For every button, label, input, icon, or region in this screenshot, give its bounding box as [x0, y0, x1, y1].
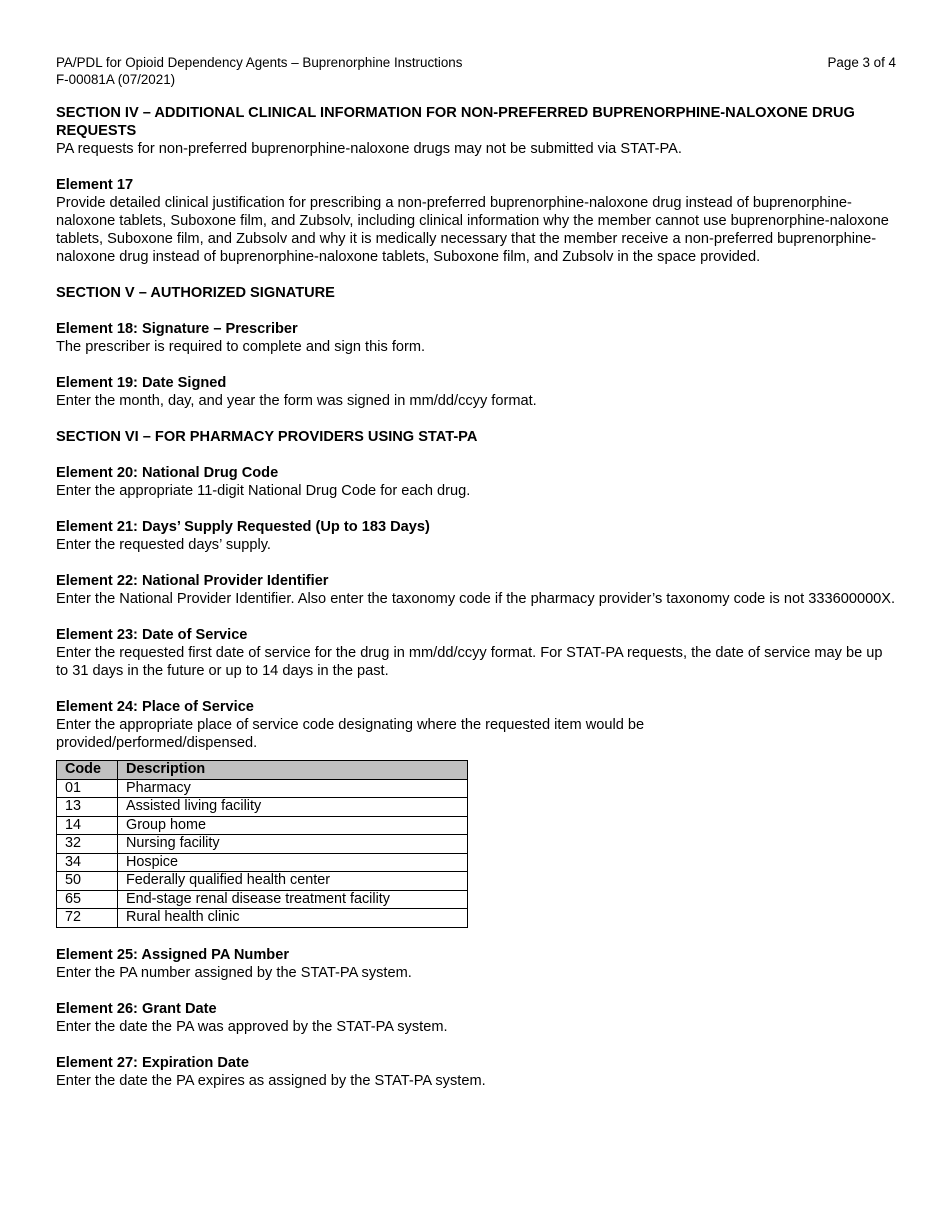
section-iv-text: PA requests for non-preferred buprenorphine-naloxone drugs may not be submitted via STAT-PA. [56, 141, 682, 157]
table-row [57, 779, 468, 798]
code-cell: 72 [57, 909, 118, 928]
code-cell: 32 [57, 835, 118, 854]
element-22-text: Enter the National Provider Identifier. Also enter the taxonomy code if the pharmacy provider’s taxonomy code is not 333600000X. [56, 591, 896, 607]
element-18-text: The prescriber is required to complete and sign this form. [56, 339, 426, 355]
form-number: F-00081A (07/2021) [56, 71, 176, 87]
place-of-service-table [56, 760, 468, 928]
description-cell: Hospice [118, 853, 468, 872]
table-row [57, 890, 468, 909]
element-17-text: Provide detailed clinical justification for prescribing a non-preferred buprenorphine-naloxone drug instead of buprenorphine-naloxone tablets, Suboxone film, and Zubsolv, including clinical information why the member cannot use buprenorphine-naloxone tablets, Suboxone film, and Zubsolv and why it is medically necessary that the member receive a non-preferred buprenorphine-naloxone drug instead of buprenorphine-naloxone tablets, Suboxone film, and Zubsolv in the space provided. [56, 195, 889, 265]
element-23-text: Enter the requested first date of service for the drug in mm/dd/ccyy format. For STAT-PA requests, the date of service may be up to 31 days in the future or up to 14 days in the past. [56, 645, 883, 679]
element-20 [56, 464, 896, 500]
form-title: PA/PDL for Opioid Dependency Agents – Buprenorphine Instructions [56, 55, 463, 70]
element-25-title: Element 25: Assigned PA Number [56, 946, 290, 963]
code-cell: 34 [57, 853, 118, 872]
element-24 [56, 698, 896, 928]
element-24-title: Element 24: Place of Service [56, 699, 254, 715]
column-header-description: Description [118, 761, 468, 780]
element-27-text: Enter the date the PA expires as assigned by the STAT-PA system. [56, 1072, 486, 1089]
element-21-title: Element 21: Days’ Supply Requested (Up to 183 Days) [56, 519, 430, 535]
element-25 [56, 946, 896, 982]
section-vi-title: SECTION VI – FOR PHARMACY PROVIDERS USING STAT-PA [56, 429, 478, 445]
description-cell: Group home [118, 816, 468, 835]
description-cell: Assisted living facility [118, 798, 468, 817]
code-cell: 14 [57, 816, 118, 835]
table-row [57, 835, 468, 854]
element-26-title: Element 26: Grant Date [56, 1000, 217, 1017]
element-18-title: Element 18: Signature – Prescriber [56, 321, 298, 337]
element-17 [56, 176, 896, 266]
element-21 [56, 518, 896, 554]
description-cell: Pharmacy [118, 779, 468, 798]
element-26 [56, 1000, 896, 1036]
description-cell: Nursing facility [118, 835, 468, 854]
table-header-row [57, 761, 468, 780]
element-23 [56, 626, 896, 680]
element-19-text: Enter the month, day, and year the form was signed in mm/dd/ccyy format. [56, 393, 537, 409]
element-20-title: Element 20: National Drug Code [56, 465, 279, 481]
element-24-text: Enter the appropriate place of service code designating where the requested item would be provided/performed/dispensed. [56, 717, 645, 751]
code-cell: 50 [57, 872, 118, 891]
element-22 [56, 572, 896, 608]
page-number: Page 3 of 4 [827, 55, 896, 70]
element-23-title: Element 23: Date of Service [56, 627, 248, 643]
code-cell: 13 [57, 798, 118, 817]
description-cell: Federally qualified health center [118, 872, 468, 891]
table-row [57, 872, 468, 891]
element-20-text: Enter the appropriate 11-digit National Drug Code for each drug. [56, 483, 471, 499]
section-iv [56, 104, 896, 158]
element-22-title: Element 22: National Provider Identifier [56, 573, 329, 589]
section-v-title: SECTION V – AUTHORIZED SIGNATURE [56, 285, 335, 301]
element-27 [56, 1054, 896, 1090]
element-18 [56, 320, 896, 356]
section-iv-title: SECTION IV – ADDITIONAL CLINICAL INFORMATION FOR NON-PREFERRED BUPRENORPHINE-NALOXONE DRUG REQUESTS [56, 105, 855, 139]
description-cell: Rural health clinic [118, 909, 468, 928]
page-header [56, 55, 896, 88]
element-17-title: Element 17 [56, 177, 134, 193]
table-row [57, 909, 468, 928]
table-row [57, 816, 468, 835]
element-27-title: Element 27: Expiration Date [56, 1054, 250, 1071]
element-19 [56, 374, 896, 410]
element-21-text: Enter the requested days’ supply. [56, 537, 271, 553]
element-25-text: Enter the PA number assigned by the STAT-PA system. [56, 964, 412, 981]
column-header-code: Code [57, 761, 118, 780]
code-cell: 01 [57, 779, 118, 798]
document-page [56, 55, 896, 1090]
code-cell: 65 [57, 890, 118, 909]
table-row [57, 853, 468, 872]
element-19-title: Element 19: Date Signed [56, 375, 227, 391]
element-26-text: Enter the date the PA was approved by the STAT-PA system. [56, 1018, 448, 1035]
header-left [56, 55, 896, 88]
table-row [57, 798, 468, 817]
section-vi [56, 428, 896, 446]
section-v [56, 284, 896, 302]
description-cell: End-stage renal disease treatment facility [118, 890, 468, 909]
